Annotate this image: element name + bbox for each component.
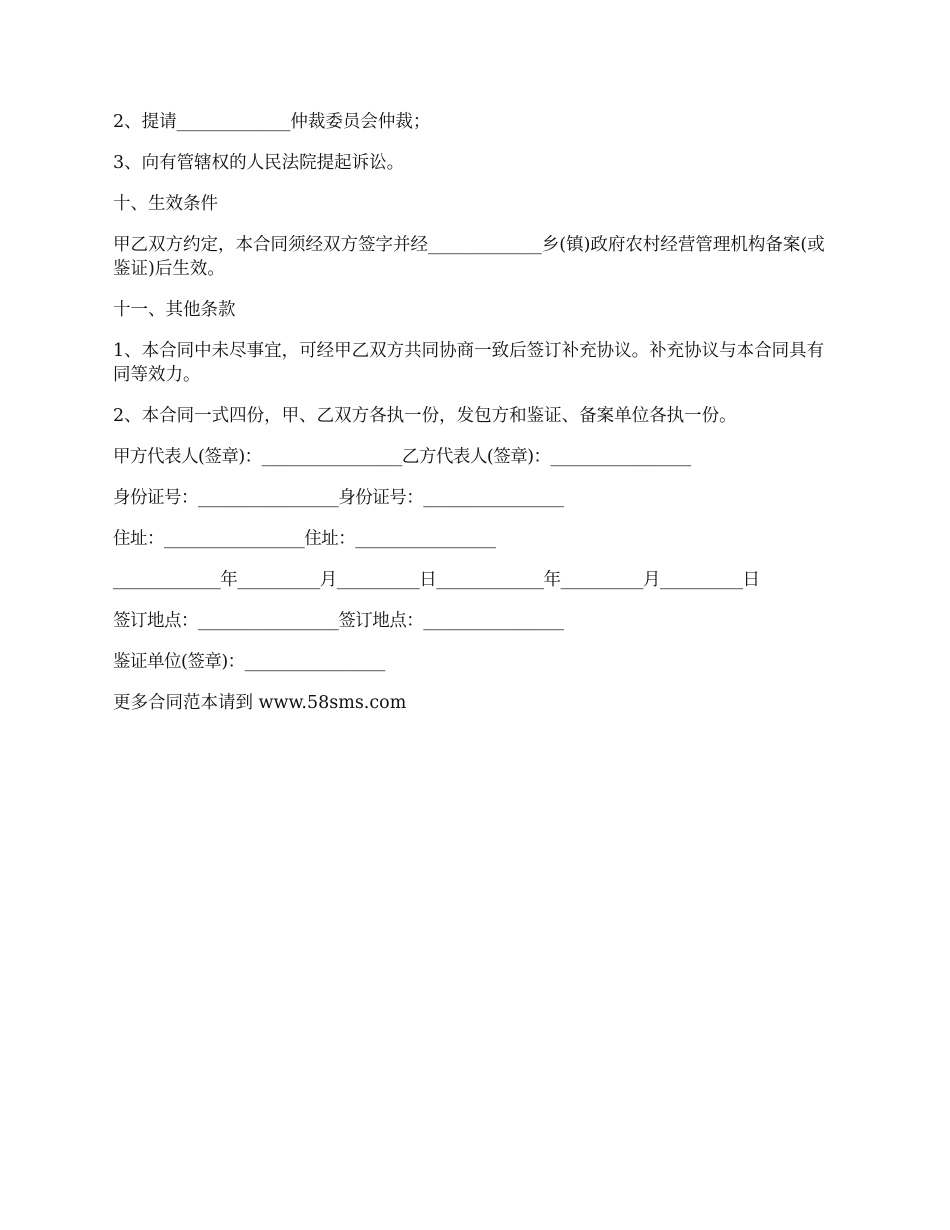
clause-supplementary: 1、本合同中未尽事宜，可经甲乙双方共同协商一致后签订补充协议。补充协议与本合同具有同等效力。 (113, 341, 825, 385)
addresses: 住址：_________________住址：_________________ (113, 529, 496, 549)
footer-website-note: 更多合同范本请到 www.58sms.com (113, 693, 407, 713)
clause-effective: 甲乙双方约定，本合同须经双方签字并经_____________乡(镇)政府农村经营管理机构备案(或鉴证)后生效。 (113, 235, 825, 279)
certification-unit: 鉴证单位(签章)：_________________ (113, 652, 385, 672)
section-heading-other-terms: 十一、其他条款 (113, 300, 236, 320)
signing-places: 签订地点：_________________签订地点：_________________ (113, 611, 564, 631)
clause-arbitration: 2、提请_____________仲裁委员会仲裁； (113, 112, 431, 132)
signature-representatives: 甲方代表人(签章)：_________________乙方代表人(签章)：_________________ (113, 447, 691, 467)
section-heading-effective-conditions: 十、生效条件 (113, 194, 218, 214)
clause-copies: 2、本合同一式四份，甲、乙双方各执一份，发包方和鉴证、备案单位各执一份。 (113, 406, 737, 426)
id-numbers: 身份证号：_________________身份证号：_________________ (113, 488, 564, 508)
clause-litigation: 3、向有管辖权的人民法院提起诉讼。 (113, 153, 405, 173)
signing-dates: _____________年__________月__________日_____________年__________月__________日 (113, 570, 760, 590)
